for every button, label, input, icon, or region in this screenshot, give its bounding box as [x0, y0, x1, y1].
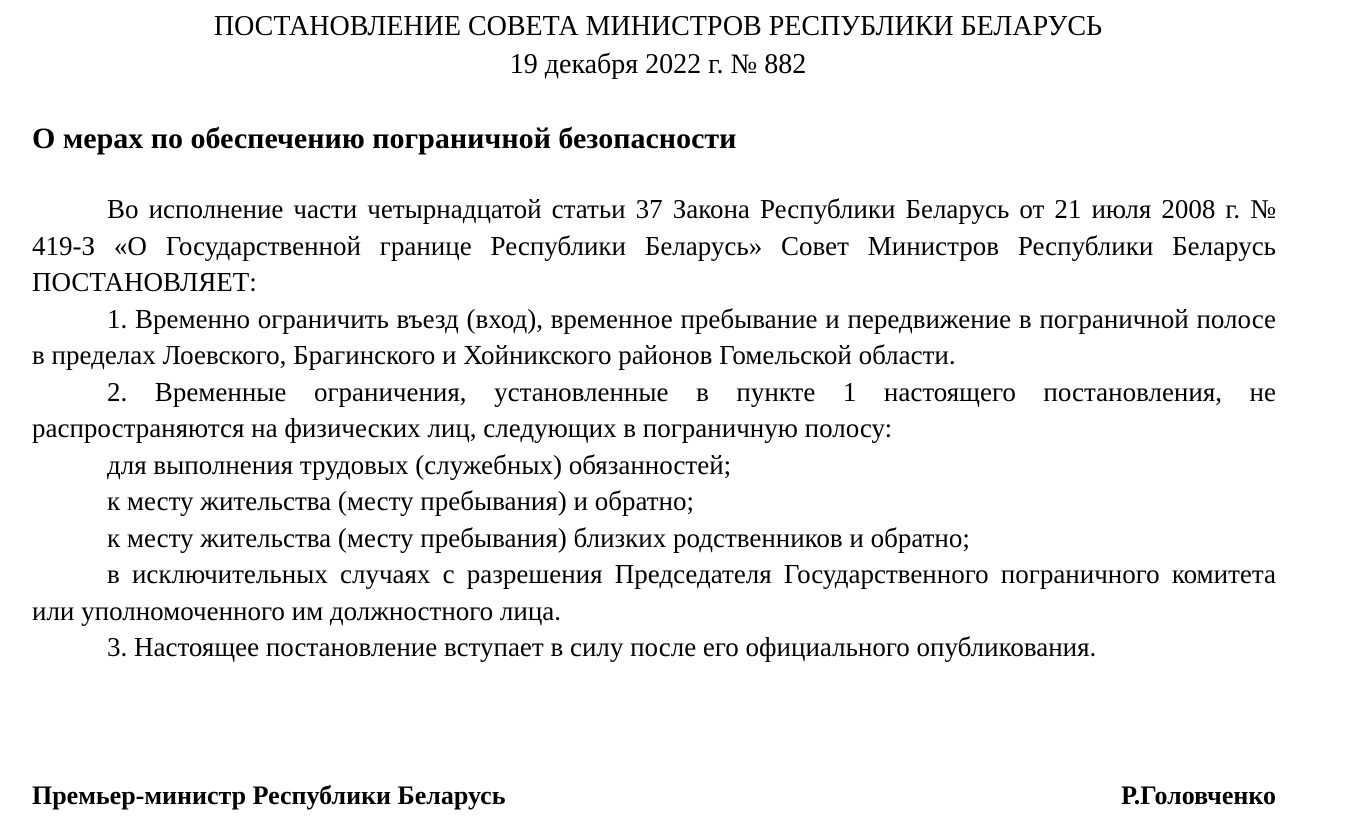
clause-2-paragraph: 2. Временные ограничения, установленные в пункте 1 настоящего постановления, не распространяются на физических лиц, следующих в пограничную полосу: [32, 376, 1276, 443]
document-title: О мерах по обеспечению пограничной безопасности [32, 122, 737, 155]
clause-3-paragraph: 3. Настоящее постановление вступает в силу после его официального опубликования. [107, 632, 1097, 662]
clause-1-paragraph: 1. Временно ограничить въезд (вход), временное пребывание и передвижение в пограничной полосе в пределах Лоевского, Брагинского и Хойникского районов Гомельской области. [32, 303, 1276, 370]
document-header [32, 0, 1284, 84]
decree-date-number: 19 декабря 2022 г. № 882 [509, 49, 807, 80]
clause-2-item-relatives: к месту жительства (месту пребывания) близких родственников и обратно; [107, 522, 970, 553]
decree-issuer: ПОСТАНОВЛЕНИЕ СОВЕТА МИНИСТРОВ РЕСПУБЛИКИ БЕЛАРУСЬ [213, 11, 1103, 42]
signatory-position: Премьер-министр Республики Беларусь [32, 781, 506, 810]
clause-2-item-residence: к месту жительства (месту пребывания) и обратно; [107, 486, 694, 516]
document-body [32, 191, 1276, 666]
clause-2-item-work: для выполнения трудовых (служебных) обязанностей; [107, 449, 732, 480]
preamble-paragraph: Во исполнение части четырнадцатой статьи 37 Закона Республики Беларусь от 21 июля 2008 г. № 419-З «О Государственной границе Республики Беларусь» Совет Министров Республики Беларусь ПОСТАНОВЛЯЕТ: [32, 194, 1276, 297]
clause-2-item-exceptional: в исключительных случаях с разрешения Председателя Государственного пограничного комитета или уполномоченного им должностного лица. [32, 559, 1276, 626]
signature-block [32, 778, 1276, 814]
signatory-name: Р.Головченко [1121, 781, 1276, 810]
